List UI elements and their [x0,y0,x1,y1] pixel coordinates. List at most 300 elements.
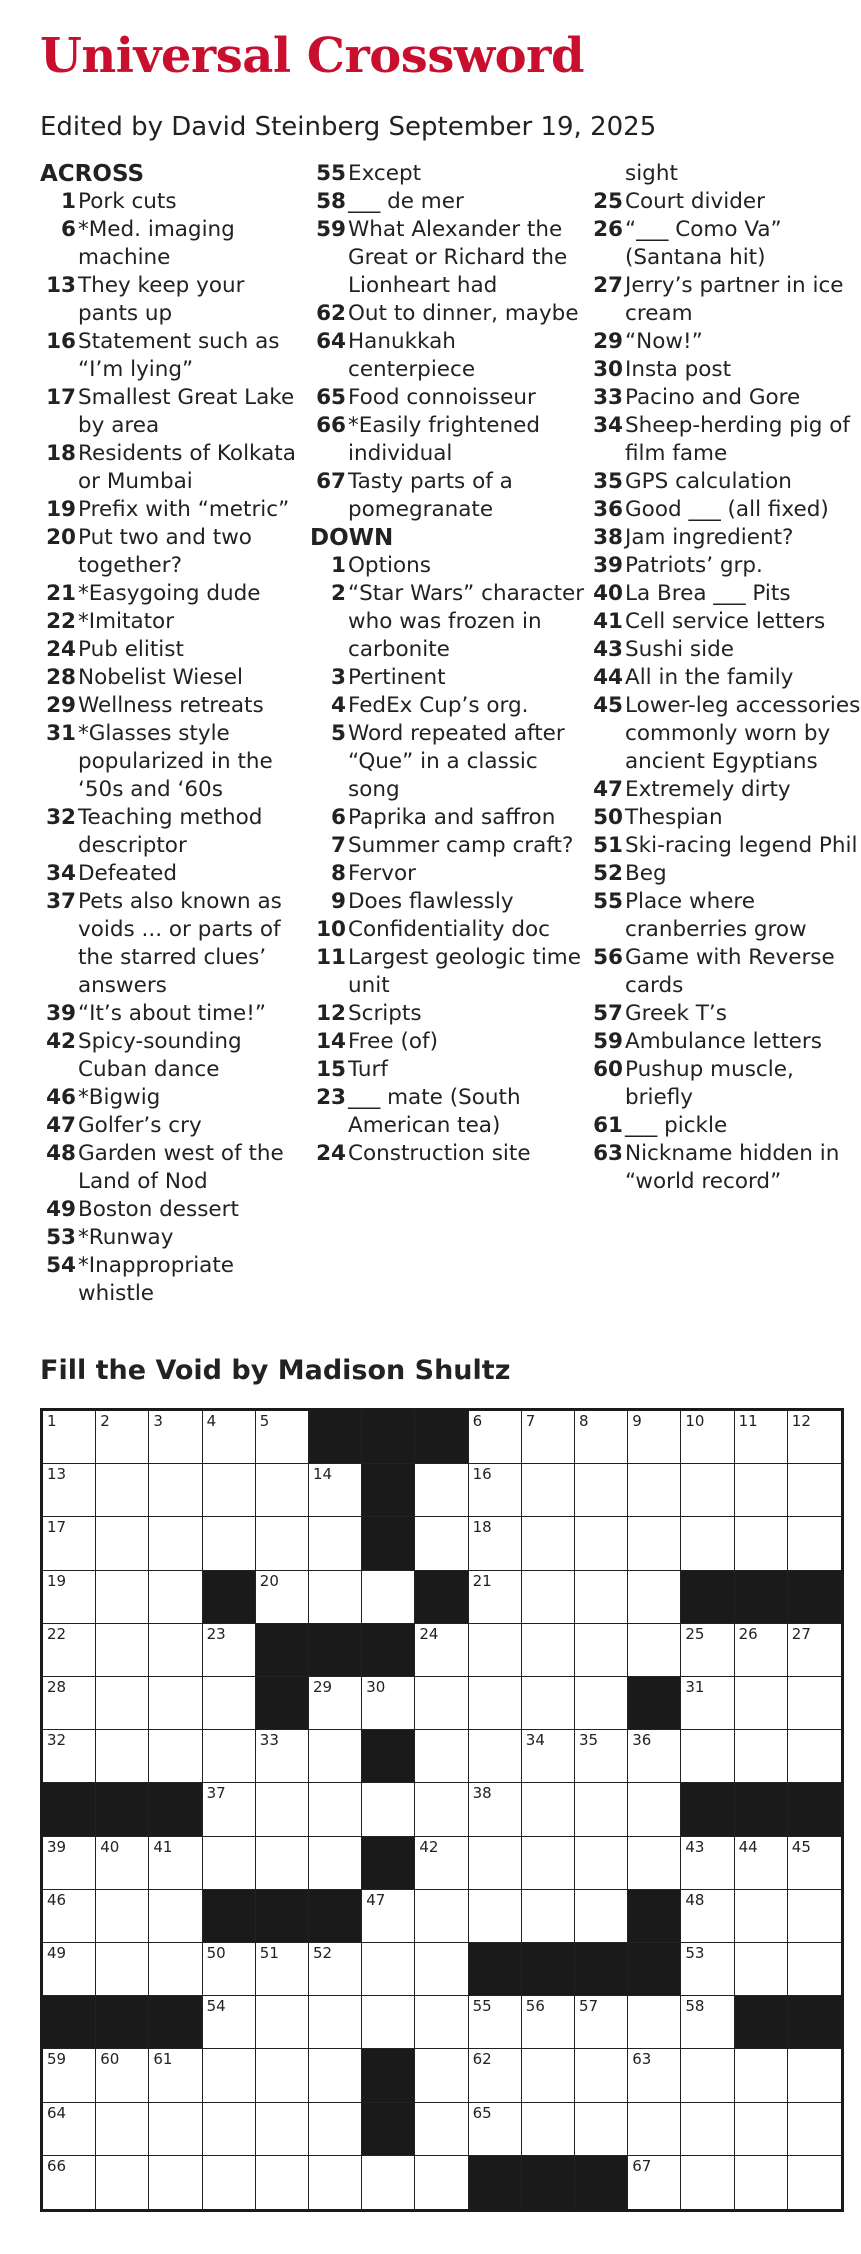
clue-number: 39 [46,1001,76,1026]
across-clue [40,272,310,328]
grid-cell[interactable] [309,1464,362,1517]
grid-cell[interactable] [788,1943,841,1996]
grid-cell[interactable] [203,1677,256,1730]
down-clue [310,1056,585,1084]
grid-cell[interactable] [575,2049,628,2102]
black-square [788,1571,841,1624]
grid-cell[interactable] [149,1730,202,1783]
grid-cell[interactable] [628,1411,681,1464]
grid-cell[interactable] [149,1571,202,1624]
grid-cell[interactable] [681,1890,734,1943]
grid-cell[interactable] [788,2156,841,2209]
black-square [96,1996,149,2049]
grid-cell[interactable] [362,2156,415,2209]
grid-cell[interactable] [469,2049,522,2102]
across-clue [40,1028,310,1084]
across-clue [40,804,310,860]
grid-cell[interactable] [256,1996,309,2049]
grid-cell[interactable] [415,1624,468,1677]
black-square [522,2156,575,2209]
grid-cell[interactable] [522,1464,575,1517]
grid-cell[interactable] [203,2049,256,2102]
grid-cell[interactable] [96,1464,149,1517]
grid-cell[interactable] [469,1464,522,1517]
grid-cell[interactable] [309,1730,362,1783]
clue-number: 43 [593,637,623,662]
clue-number: 25 [593,189,623,214]
grid-cell[interactable] [149,1517,202,1570]
grid-cell[interactable] [788,1464,841,1517]
clue-text: Scripts [348,1001,422,1026]
grid-cell[interactable] [735,1890,788,1943]
grid-cell[interactable] [96,1943,149,1996]
clue-number: 58 [316,189,346,214]
grid-cell[interactable] [522,1411,575,1464]
clue-number: 19 [46,497,76,522]
black-square [735,1996,788,2049]
clue-text: What Alexander the Great or Richard the Lionheart had [348,217,568,298]
grid-cell[interactable] [96,1517,149,1570]
down-clue [310,916,585,944]
clue-number: 36 [593,497,623,522]
grid-cell[interactable] [575,1464,628,1517]
grid-cell[interactable] [362,1677,415,1730]
grid-cell[interactable] [735,1730,788,1783]
grid-cell[interactable] [43,1624,96,1677]
cell-number: 57 [579,1997,599,2016]
grid-cell[interactable] [43,1837,96,1890]
black-square [309,1624,362,1677]
grid-cell[interactable] [309,1996,362,2049]
grid-cell[interactable] [149,2049,202,2102]
grid-cell[interactable] [469,1411,522,1464]
clue-text: Beg [625,861,667,886]
grid-cell[interactable] [735,2049,788,2102]
grid-cell[interactable] [469,1890,522,1943]
grid-cell[interactable] [735,1464,788,1517]
grid-cell[interactable] [149,2103,202,2156]
grid-cell[interactable] [469,1517,522,1570]
grid-cell[interactable] [522,1890,575,1943]
clue-text: Residents of Kolkata or Mumbai [78,441,296,494]
grid-cell[interactable] [415,1517,468,1570]
grid-cell[interactable] [681,1677,734,1730]
clue-number: 6 [331,805,346,830]
grid-cell[interactable] [681,1996,734,2049]
clue-text: Boston dessert [78,1197,239,1222]
grid-cell[interactable] [256,2103,309,2156]
down-clue [587,496,861,524]
grid-cell[interactable] [43,1943,96,1996]
grid-cell[interactable] [628,1571,681,1624]
cell-number: 12 [791,1412,811,1430]
grid-cell[interactable] [522,1783,575,1836]
grid-cell[interactable] [522,1517,575,1570]
grid-cell[interactable] [415,2103,468,2156]
grid-cell[interactable] [256,1411,309,1464]
grid-cell[interactable] [256,1517,309,1570]
grid-cell[interactable] [309,1517,362,1570]
grid-cell[interactable] [96,2156,149,2209]
grid-cell[interactable] [203,1464,256,1517]
grid-cell[interactable] [256,2156,309,2209]
across-clue [310,412,585,468]
grid-cell[interactable] [628,1624,681,1677]
clue-text: “Now!” [625,329,703,354]
grid-cell[interactable] [256,1943,309,1996]
grid-cell[interactable] [96,1837,149,1890]
grid-cell[interactable] [415,1996,468,2049]
grid-cell[interactable] [788,1677,841,1730]
black-square [362,1624,415,1677]
grid-cell[interactable] [522,1624,575,1677]
cell-number: 60 [100,2050,120,2069]
down-clue [310,580,585,664]
grid-cell[interactable] [628,1464,681,1517]
grid-cell[interactable] [575,1411,628,1464]
clue-number: 1 [331,553,346,578]
grid-cell[interactable] [149,1411,202,1464]
clue-text: Pets also known as voids ... or parts of the starred clues’ answers [78,889,282,998]
grid-cell[interactable] [203,1943,256,1996]
grid-cell[interactable] [788,1624,841,1677]
clue-number: 52 [593,861,623,886]
grid-cell[interactable] [96,1890,149,1943]
clue-number: 59 [316,217,346,242]
cell-number: 5 [259,1412,270,1430]
black-square [256,1624,309,1677]
grid-cell[interactable] [522,1730,575,1783]
clues-column-2 [310,160,585,1168]
grid-cell[interactable] [575,1677,628,1730]
grid-cell[interactable] [309,1943,362,1996]
across-clue [40,1252,310,1308]
clue-text: “It’s about time!” [78,1001,266,1026]
cell-number: 43 [685,1837,705,1856]
grid-cell[interactable] [309,1837,362,1890]
across-clue [40,720,310,804]
grid-cell[interactable] [415,1890,468,1943]
grid-cell[interactable] [628,1517,681,1570]
grid-cell[interactable] [203,2156,256,2209]
grid-cell[interactable] [309,1783,362,1836]
grid-cell[interactable] [628,2156,681,2209]
cell-number: 22 [47,1624,67,1643]
clue-number: 40 [593,581,623,606]
grid-cell[interactable] [575,1783,628,1836]
grid-cell[interactable] [203,1996,256,2049]
grid-cell[interactable] [43,1464,96,1517]
grid-cell[interactable] [681,2049,734,2102]
grid-cell[interactable] [415,1677,468,1730]
clue-number: 33 [593,385,623,410]
grid-cell[interactable] [469,1624,522,1677]
grid-cell[interactable] [681,1837,734,1890]
clue-number: 11 [316,945,346,970]
cell-number: 40 [100,1837,120,1856]
grid-cell[interactable] [469,1677,522,1730]
grid-cell[interactable] [203,1517,256,1570]
grid-cell[interactable] [96,1730,149,1783]
grid-cell[interactable] [362,1996,415,2049]
clue-text: Court divider [625,189,765,214]
grid-cell[interactable] [522,1571,575,1624]
grid-cell[interactable] [43,1517,96,1570]
grid-cell[interactable] [469,1730,522,1783]
cell-number: 67 [632,2156,652,2175]
black-square [309,1411,362,1464]
grid-cell[interactable] [522,1677,575,1730]
grid-cell[interactable] [96,1624,149,1677]
grid-cell[interactable] [628,2049,681,2102]
clue-number: 21 [46,581,76,606]
down-clue [587,888,861,944]
clue-text: Patriots’ grp. [625,553,763,578]
grid-cell[interactable] [735,1677,788,1730]
grid-cell[interactable] [628,1996,681,2049]
clue-text: Prefix with “metric” [78,497,290,522]
clue-text: Does flawlessly [348,889,514,914]
clue-number: 38 [593,525,623,550]
grid-cell[interactable] [362,1571,415,1624]
grid-cell[interactable] [149,1943,202,1996]
grid-cell[interactable] [309,2103,362,2156]
cell-number: 33 [259,1731,279,1750]
grid-cell[interactable] [681,1624,734,1677]
black-square [203,1890,256,1943]
grid-cell[interactable] [256,2049,309,2102]
grid-cell[interactable] [96,1677,149,1730]
grid-cell[interactable] [415,1783,468,1836]
down-clue [587,412,861,468]
grid-cell[interactable] [96,1571,149,1624]
across-clue [310,188,585,216]
grid-cell[interactable] [575,2103,628,2156]
grid-cell[interactable] [735,2156,788,2209]
clue-number: 34 [593,413,623,438]
cell-number: 6 [472,1412,483,1430]
grid-cell[interactable] [149,1624,202,1677]
grid-cell[interactable] [469,1996,522,2049]
grid-cell[interactable] [735,1624,788,1677]
grid-cell[interactable] [149,1837,202,1890]
grid-cell[interactable] [788,2103,841,2156]
grid-cell[interactable] [203,1783,256,1836]
grid-cell[interactable] [415,1730,468,1783]
clue-number: 29 [46,693,76,718]
clue-number: 61 [593,1113,623,1138]
grid-cell[interactable] [309,1571,362,1624]
grid-cell[interactable] [256,1837,309,1890]
grid-cell[interactable] [681,1943,734,1996]
grid-cell[interactable] [575,1996,628,2049]
grid-cell[interactable] [309,2049,362,2102]
clue-number: 50 [593,805,623,830]
clue-number: 47 [46,1113,76,1138]
grid-cell[interactable] [415,2049,468,2102]
grid-cell[interactable] [96,2049,149,2102]
across-clue [310,216,585,300]
grid-cell[interactable] [149,2156,202,2209]
cell-number: 54 [206,1997,226,2016]
clue-number: 60 [593,1057,623,1082]
grid-cell[interactable] [681,1464,734,1517]
grid-cell[interactable] [96,1411,149,1464]
grid-cell[interactable] [415,1464,468,1517]
grid-cell[interactable] [203,1837,256,1890]
grid-cell[interactable] [628,1730,681,1783]
cell-number: 64 [47,2103,67,2122]
page-title: Universal Crossword [40,28,585,84]
grid-cell[interactable] [415,1837,468,1890]
grid-cell[interactable] [735,1837,788,1890]
clue-number: 42 [46,1029,76,1054]
grid-cell[interactable] [415,2156,468,2209]
grid-cell[interactable] [681,1411,734,1464]
grid-cell[interactable] [256,1571,309,1624]
grid-cell[interactable] [575,1837,628,1890]
grid-cell[interactable] [788,1411,841,1464]
across-clue [40,1000,310,1028]
down-clue [587,384,861,412]
clue-number: 63 [593,1141,623,1166]
clue-text: Food connoisseur [348,385,536,410]
grid-cell[interactable] [203,1411,256,1464]
cell-number: 25 [685,1624,705,1643]
clue-number: 53 [46,1225,76,1250]
clue-text: *Runway [78,1225,174,1250]
grid-cell[interactable] [43,1571,96,1624]
grid-cell[interactable] [628,1837,681,1890]
clue-number: 66 [316,413,346,438]
clue-number: 15 [316,1057,346,1082]
clue-text: FedEx Cup’s org. [348,693,529,718]
cell-number: 16 [472,1465,492,1484]
cell-number: 61 [153,2050,173,2069]
grid-cell[interactable] [735,1411,788,1464]
grid-cell[interactable] [628,2103,681,2156]
grid-cell[interactable] [256,1464,309,1517]
grid-cell[interactable] [469,1837,522,1890]
grid-cell[interactable] [788,1517,841,1570]
grid-cell[interactable] [575,1517,628,1570]
grid-cell[interactable] [256,1783,309,1836]
grid-cell[interactable] [149,1677,202,1730]
grid-cell[interactable] [788,2049,841,2102]
clue-number: 29 [593,329,623,354]
grid-cell[interactable] [43,1730,96,1783]
grid-cell[interactable] [415,1943,468,1996]
down-clue [310,1140,585,1168]
grid-cell[interactable] [735,1517,788,1570]
grid-cell[interactable] [681,2103,734,2156]
grid-cell[interactable] [575,1890,628,1943]
grid-cell[interactable] [43,1411,96,1464]
grid-cell[interactable] [522,2049,575,2102]
down-clue [587,664,861,692]
down-clue [587,356,861,384]
grid-cell[interactable] [362,1943,415,1996]
across-clue [40,1224,310,1252]
grid-cell[interactable] [203,2103,256,2156]
down-clue [587,1056,861,1112]
grid-cell[interactable] [681,1517,734,1570]
clue-text: Fervor [348,861,416,886]
grid-cell[interactable] [575,1571,628,1624]
grid-cell[interactable] [522,1837,575,1890]
across-clue [40,664,310,692]
black-square [149,1996,202,2049]
clue-number: 20 [46,525,76,550]
grid-cell[interactable] [43,2156,96,2209]
black-square [43,1996,96,2049]
across-clue [40,384,310,440]
grid-cell[interactable] [309,2156,362,2209]
cell-number: 35 [579,1731,599,1750]
grid-cell[interactable] [362,1890,415,1943]
grid-cell[interactable] [43,1677,96,1730]
grid-cell[interactable] [43,2103,96,2156]
grid-cell[interactable] [309,1677,362,1730]
grid-cell[interactable] [43,2049,96,2102]
grid-cell[interactable] [628,1783,681,1836]
grid-cell[interactable] [788,1730,841,1783]
grid-cell[interactable] [43,1890,96,1943]
down-clue [310,1000,585,1028]
grid-cell[interactable] [681,2156,734,2209]
cell-number: 47 [366,1890,386,1909]
down-clue [587,804,861,832]
grid-cell[interactable] [575,1730,628,1783]
black-square [469,2156,522,2209]
grid-cell[interactable] [735,1943,788,1996]
grid-cell[interactable] [469,1783,522,1836]
cell-number: 20 [259,1571,279,1590]
grid-cell[interactable] [256,1730,309,1783]
clue-number: 14 [316,1029,346,1054]
grid-cell[interactable] [469,1571,522,1624]
clue-text: Ambulance letters [625,1029,822,1054]
clue-text: Pushup muscle, briefly [625,1057,794,1110]
grid-cell[interactable] [203,1730,256,1783]
clue-number: 37 [46,889,76,914]
grid-cell[interactable] [788,1890,841,1943]
grid-cell[interactable] [203,1624,256,1677]
black-square [362,1411,415,1464]
clue-number: 45 [593,693,623,718]
cell-number: 17 [47,1518,67,1537]
clue-text: *Bigwig [78,1085,161,1110]
clue-number: 1 [61,189,76,214]
grid-cell[interactable] [96,2103,149,2156]
grid-cell[interactable] [575,1624,628,1677]
grid-cell[interactable] [522,1996,575,2049]
down-clue [587,636,861,664]
cell-number: 9 [632,1412,642,1430]
grid-cell[interactable] [149,1464,202,1517]
clue-text: Nickname hidden in “world record” [625,1141,840,1194]
grid-cell[interactable] [735,2103,788,2156]
clue-text: Jerry’s partner in ice cream [625,273,844,326]
grid-cell[interactable] [681,1730,734,1783]
grid-cell[interactable] [149,1890,202,1943]
grid-cell[interactable] [522,2103,575,2156]
down-clue [587,776,861,804]
grid-cell[interactable] [362,1783,415,1836]
grid-cell[interactable] [788,1837,841,1890]
grid-cell[interactable] [469,2103,522,2156]
clue-text: Cell service letters [625,609,826,634]
